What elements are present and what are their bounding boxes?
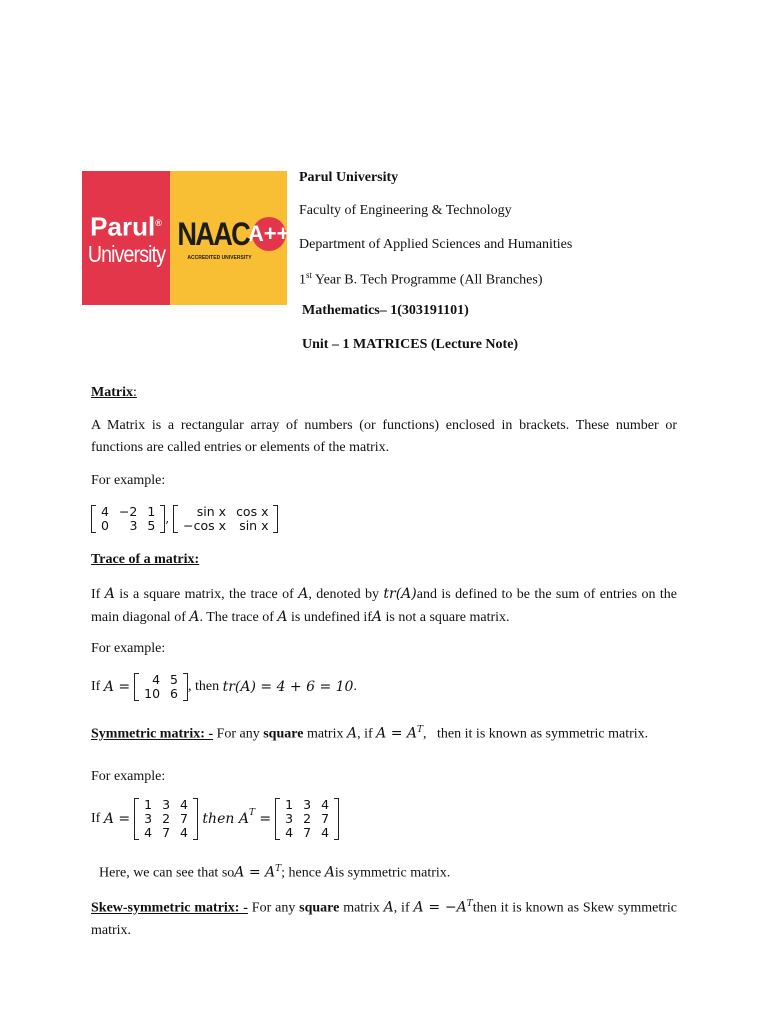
matrix-heading — [91, 385, 137, 401]
matrix-entry: sin x — [196, 504, 227, 519]
naac-grade: A++ — [252, 217, 286, 251]
matrix-row — [96, 519, 160, 533]
logo-brand-line2: University — [87, 240, 165, 267]
matrix-row — [280, 812, 334, 826]
skew-definition: Skew-symmetric matrix: - For any square matrix A, if $A = -A^Tthen$ it is known as Skew symmetric matrix. — [91, 899, 677, 938]
course-title: Mathematics– 1(303191101) — [302, 303, 469, 318]
matrix-heading-colon: : — [132, 385, 137, 400]
symmetric-matrix-at — [275, 798, 339, 840]
trace-example-matrix — [134, 673, 188, 701]
matrix-entry: 1 — [147, 504, 156, 519]
matrix-entry: 0 — [101, 518, 109, 533]
parul-logo — [82, 171, 170, 305]
matrix-entry: 2 — [303, 811, 312, 826]
matrix-heading-text: Matrix — [91, 385, 133, 400]
matrix-entry: sin x — [239, 518, 269, 533]
matrix-entry: 4 — [152, 672, 161, 687]
matrix-row — [139, 673, 183, 687]
matrix-definition: A Matrix is a rectangular array of numbers (or functions) enclosed in brackets. These number or functions are called entries or elements of the matrix. — [91, 418, 677, 455]
matrix-entry: 1 — [285, 797, 294, 812]
matrix-entry: 3 — [144, 811, 153, 826]
matrix-row — [139, 798, 193, 812]
matrix-entry: 4 — [144, 825, 153, 840]
university-name: Parul University — [299, 170, 399, 185]
department-name: Department of Applied Sciences and Humanities — [299, 237, 573, 252]
skew-heading: Skew-symmetric matrix: - — [91, 900, 248, 916]
matrix-entry: 7 — [303, 825, 312, 840]
matrix-row — [96, 505, 160, 519]
matrix-entry: 7 — [162, 825, 171, 840]
matrix-entry: 1 — [144, 797, 153, 812]
symmetric-heading: Symmetric matrix: - — [91, 726, 214, 742]
matrix-entry: 4 — [180, 825, 188, 840]
example-matrix-2 — [173, 505, 278, 533]
matrix-entry: −cos x — [183, 518, 227, 533]
matrix-entry: 3 — [129, 518, 138, 533]
year-suffix: st — [306, 270, 313, 280]
year-number: 1 — [299, 272, 306, 288]
symmetric-note: Here, we can see that soA = $A^T$; hence Ais symmetric matrix. — [99, 864, 451, 881]
matrix-entry: 3 — [285, 811, 294, 826]
programme-line — [299, 270, 543, 289]
accredited-text: ACCREDITED UNIVERSITY — [187, 254, 252, 261]
matrix-entry: 2 — [162, 811, 171, 826]
matrix-entry: 7 — [180, 811, 188, 826]
matrix-entry: 3 — [303, 797, 312, 812]
matrix-entry: −2 — [118, 504, 138, 519]
matrix-entry: 10 — [144, 686, 161, 701]
university-logo — [82, 171, 290, 305]
matrix-entry: 7 — [321, 811, 330, 826]
symmetric-example-label: For example: — [91, 769, 166, 784]
matrix-row — [280, 798, 334, 812]
trace-example-label: For example: — [91, 641, 166, 656]
matrix-entry: 3 — [162, 797, 171, 812]
matrix-row — [280, 826, 334, 840]
matrix-entry: 5 — [147, 518, 156, 533]
symmetric-definition: Symmetric matrix: - For any square matrix A, if $A = A^T$, then it is known as symmetric matrix. — [91, 725, 649, 742]
logo-registered: ® — [155, 218, 162, 229]
matrix-entry: 4 — [180, 797, 188, 812]
naac-text: NAAC — [177, 215, 250, 252]
programme-text: Year B. Tech Programme (All Branches) — [312, 272, 543, 288]
matrix-row — [139, 812, 193, 826]
logo-brand-line1: Parul — [90, 211, 156, 242]
trace-example: If A = 4 5 10 6 , then tr(A) = 4 + 6 = 10 . — [91, 672, 357, 701]
matrix-row — [178, 505, 273, 519]
example-matrix-1 — [91, 505, 165, 533]
matrix-entry: cos x — [236, 504, 269, 519]
trace-heading: Trace of a matrix: — [91, 552, 200, 567]
matrix-example-label: For example: — [91, 473, 166, 488]
matrix-row — [139, 687, 183, 701]
matrix-row — [139, 826, 193, 840]
unit-title: Unit – 1 MATRICES (Lecture Note) — [302, 337, 519, 352]
matrix-entry: 5 — [170, 672, 178, 687]
matrix-examples: 4 −2 1 0 3 5 , sin x cos x −cos x sin x — [91, 505, 278, 533]
matrix-entry: 4 — [321, 825, 330, 840]
symmetric-matrix-a — [134, 798, 198, 840]
trace-definition: If A is a square matrix, the trace of A, denoted by tr(A)and is defined to be the sum of entries on the main diagonal of A. The trace of A is undefined ifA is not a square matrix. — [91, 586, 677, 625]
matrix-entry: 6 — [170, 686, 178, 701]
naac-logo — [170, 171, 290, 305]
matrix-entry: 4 — [285, 825, 294, 840]
matrix-row — [178, 519, 273, 533]
symmetric-example: If A = 1 3 4 3 2 7 4 7 4 then A $^T$ = 1 3 4 3 2 7 4 7 4 — [91, 798, 339, 840]
matrix-entry: 4 — [101, 504, 109, 519]
faculty-name: Faculty of Engineering & Technology — [299, 203, 512, 218]
matrix-entry: 4 — [321, 797, 330, 812]
